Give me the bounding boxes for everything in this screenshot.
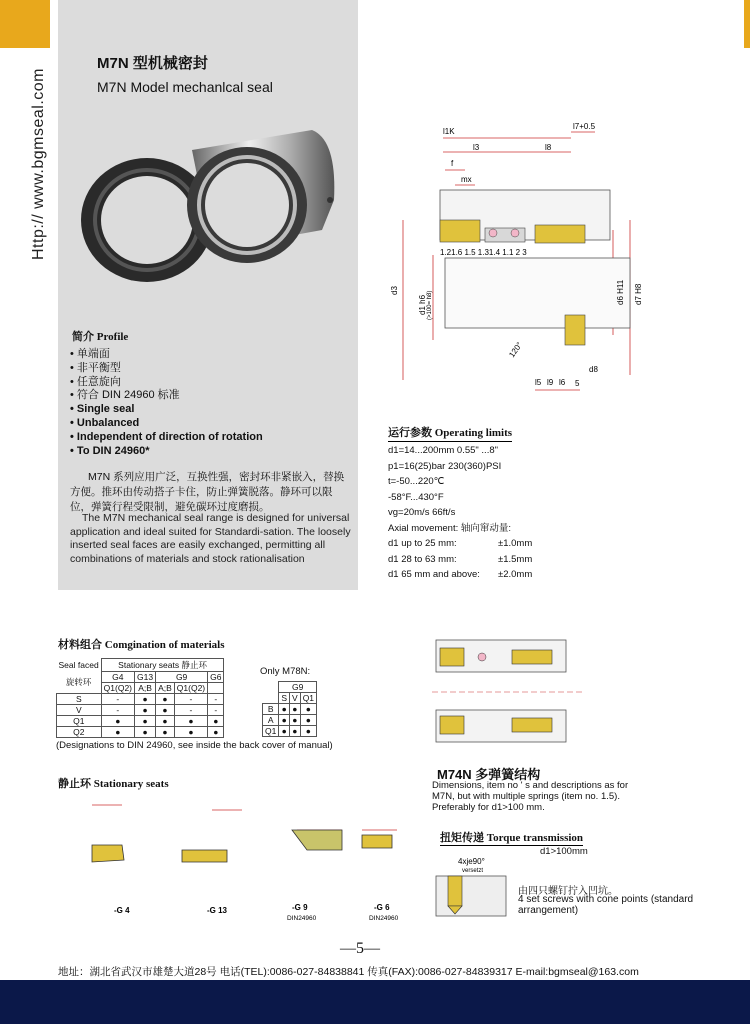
seat-label-g4: -G 4 bbox=[114, 906, 130, 915]
cell: ● bbox=[135, 716, 156, 727]
cell: ● bbox=[290, 726, 301, 737]
subcol bbox=[208, 683, 224, 694]
col-header: G13 bbox=[135, 672, 156, 683]
bullet-item: • 符合 DIN 24960 标准 bbox=[70, 389, 263, 403]
label-d1-note: (>100= h8) bbox=[427, 290, 433, 320]
bullet-item: • 任意旋向 bbox=[70, 376, 263, 390]
rotating-label: 旋转环 bbox=[65, 677, 92, 688]
title-en: M7N Model mechanlcal seal bbox=[97, 79, 273, 95]
torque-text-en: 4 set screws with cone points (standard arrangement) bbox=[518, 894, 694, 916]
cell: ● bbox=[279, 726, 290, 737]
label-d7: d7 H8 bbox=[634, 283, 643, 305]
operating-line: p1=16(25)bar 230(360)PSI bbox=[388, 460, 502, 472]
col-header: S bbox=[279, 693, 290, 704]
label-d1: d1 h6 bbox=[418, 294, 427, 315]
stationary-header: Stationary seats 静止环 bbox=[101, 659, 224, 672]
cell: ● bbox=[156, 727, 175, 738]
axial-value: ±2.0mm bbox=[498, 569, 533, 580]
subcol: A;B bbox=[156, 683, 175, 694]
row-name: S bbox=[57, 694, 102, 705]
torque-text-cn: 由四只螺钉拧入凹坑。 bbox=[518, 886, 618, 897]
operating-line: Axial movement: 轴向窜动量: bbox=[388, 522, 511, 534]
cell: ● bbox=[300, 715, 316, 726]
axial-label: d1 65 mm and above: bbox=[388, 569, 480, 580]
row-name: Q2 bbox=[57, 727, 102, 738]
seat-sub-g6: DIN24960 bbox=[369, 915, 399, 922]
screw-label: 4xje90° bbox=[458, 857, 485, 866]
cell: ● bbox=[135, 705, 156, 716]
row-name: A bbox=[263, 715, 279, 726]
designations-note: (Designations to DIN 24960, see inside the back cover of manual) bbox=[56, 740, 333, 751]
m74n-section-drawing bbox=[432, 620, 582, 760]
label-f: f bbox=[451, 159, 454, 168]
axial-row bbox=[388, 552, 532, 568]
label-l8: l8 bbox=[545, 143, 552, 152]
operating-limits bbox=[388, 443, 532, 583]
operating-line: -58°F...430°F bbox=[388, 491, 444, 503]
cell: - bbox=[208, 705, 224, 716]
title-cn: M7N 型机械密封 bbox=[97, 55, 208, 72]
row-name: V bbox=[57, 705, 102, 716]
cell: ● bbox=[174, 716, 207, 727]
label-l7: l7+0.5 bbox=[573, 122, 596, 131]
bullet-item: • 单端面 bbox=[70, 348, 263, 362]
page-number: —5— bbox=[340, 940, 380, 957]
label-angle: 120° bbox=[507, 340, 525, 360]
cell: - bbox=[101, 694, 134, 705]
torque-heading: 扭矩传递 Torque transmission bbox=[440, 829, 583, 846]
label-l5: l5 bbox=[535, 378, 542, 387]
description-cn: M7N 系列应用广泛，互换性强，密封环非紧嵌入，替换方便。推环由传动搭子卡住，防止弹簧脱落。静环可以限位，弹簧行程受限制，避免碳环过度磨损。 bbox=[70, 471, 345, 513]
materials-heading: 材料组合 Comgination of materials bbox=[58, 639, 225, 651]
label-mx: mx bbox=[461, 175, 472, 184]
stationary-seats-heading: 静止环 Stationary seats bbox=[58, 778, 169, 790]
cell: ● bbox=[101, 727, 134, 738]
cell: ● bbox=[279, 715, 290, 726]
cell: ● bbox=[290, 715, 301, 726]
corner-tab bbox=[0, 0, 50, 48]
seal-faced-label: Seal faced bbox=[58, 660, 99, 670]
row-name: Q1 bbox=[57, 716, 102, 727]
stationary-seat-drawings bbox=[52, 790, 422, 925]
cell: ● bbox=[174, 727, 207, 738]
cell: - bbox=[174, 705, 207, 716]
m74n-description: Dimensions, item no ' s and descriptions as for M7N, but with multiple springs (item no. 1.5). Preferably for d1>100 mm. bbox=[432, 780, 629, 813]
seal-section-drawing bbox=[385, 120, 645, 400]
label-parts: 1.21.6 1.5 1.31.4 1.1 2 3 bbox=[440, 248, 527, 257]
subcol: Q1(Q2) bbox=[101, 683, 134, 694]
cell: ● bbox=[300, 726, 316, 737]
seat-label-g13: -G 13 bbox=[207, 906, 228, 915]
axial-value: ±1.5mm bbox=[498, 553, 533, 565]
torque-screw-drawing bbox=[432, 852, 512, 922]
label-d6: d6 H11 bbox=[616, 279, 625, 305]
torque-diameter: d1>100mm bbox=[540, 846, 588, 857]
profile-heading: 简介 Profile bbox=[72, 331, 129, 343]
col-header: G9 bbox=[156, 672, 208, 683]
label-l3: l3 bbox=[473, 143, 480, 152]
axial-label: d1 up to 25 mm: bbox=[388, 538, 457, 549]
description-en: The M7N mechanical seal range is designed for universal application and ideal suited for Standardi-sation. The loosely inserted seal faces are easily exchanged, permitting all combinations of materials and stock rationalisation bbox=[70, 512, 351, 565]
label-l1k: l1K bbox=[443, 127, 455, 136]
label-l9: l9 bbox=[547, 378, 554, 387]
col-header: Q1 bbox=[300, 693, 316, 704]
footer-contact: 地址：湖北省武汉市雄楚大道28号 电话(TEL):0086-027-84838841 传真(FAX):0086-027-84839317 E-mail:bgmseal@163.com bbox=[58, 966, 639, 978]
col-header: V bbox=[290, 693, 301, 704]
cell: ● bbox=[208, 716, 224, 727]
corner-tab-right bbox=[744, 0, 750, 48]
row-name: B bbox=[263, 704, 279, 715]
cell: - bbox=[101, 705, 134, 716]
cell: ● bbox=[279, 704, 290, 715]
m74n-title: M74N 多弹簧结构 bbox=[437, 767, 541, 782]
cell: - bbox=[174, 694, 207, 705]
operating-line: d1=14...200mm 0.55" ...8" bbox=[388, 445, 498, 456]
bullet-item: • To DIN 24960* bbox=[70, 445, 263, 459]
cell: ● bbox=[156, 694, 175, 705]
cell: - bbox=[208, 694, 224, 705]
cell: ● bbox=[135, 694, 156, 705]
footer-bar bbox=[0, 980, 750, 1024]
seal-photo bbox=[72, 110, 342, 290]
cell: ● bbox=[290, 704, 301, 715]
cell: ● bbox=[208, 727, 224, 738]
side-url[interactable]: Http:// www.bgmseal.com bbox=[30, 68, 47, 260]
cell: ● bbox=[156, 716, 175, 727]
operating-line: vg=20m/s 66ft/s bbox=[388, 507, 456, 518]
bullet-item: • Single seal bbox=[70, 403, 263, 417]
label-l6: l6 bbox=[559, 378, 566, 387]
col-header: G6 bbox=[208, 672, 224, 683]
profile-bullets bbox=[70, 348, 263, 458]
label-d8: d8 bbox=[589, 365, 598, 374]
axial-label: d1 28 to 63 mm: bbox=[388, 553, 457, 565]
axial-row bbox=[388, 536, 532, 552]
bullet-item: • Unbalanced bbox=[70, 417, 263, 431]
cell: ● bbox=[135, 727, 156, 738]
screw-sub-label: versetzt bbox=[462, 868, 484, 874]
label-5: 5 bbox=[575, 379, 580, 388]
cell: ● bbox=[101, 716, 134, 727]
col-header: G4 bbox=[101, 672, 134, 683]
bullet-item: • Independent of direction of rotation bbox=[70, 431, 263, 445]
cell: ● bbox=[300, 704, 316, 715]
g9-header: G9 bbox=[279, 682, 317, 693]
m78-table bbox=[262, 681, 317, 737]
subcol: Q1(Q2) bbox=[174, 683, 207, 694]
label-d3: d3 bbox=[390, 286, 399, 295]
only-m78-label: Only M78N: bbox=[260, 666, 311, 677]
operating-limits-heading: 运行参数 Operating limits bbox=[388, 424, 512, 442]
operating-line: t=-50...220℃ bbox=[388, 476, 445, 487]
cell: ● bbox=[156, 705, 175, 716]
seat-label-g9: -G 9 bbox=[292, 903, 308, 912]
materials-table bbox=[56, 658, 224, 738]
seat-sub-g9: DIN24960 bbox=[287, 915, 317, 922]
axial-row bbox=[388, 567, 532, 583]
axial-value: ±1.0mm bbox=[498, 538, 533, 549]
row-name: Q1 bbox=[263, 726, 279, 737]
seat-label-g6: -G 6 bbox=[374, 903, 390, 912]
bullet-item: • 非平衡型 bbox=[70, 362, 263, 376]
subcol: A;B bbox=[135, 683, 156, 694]
